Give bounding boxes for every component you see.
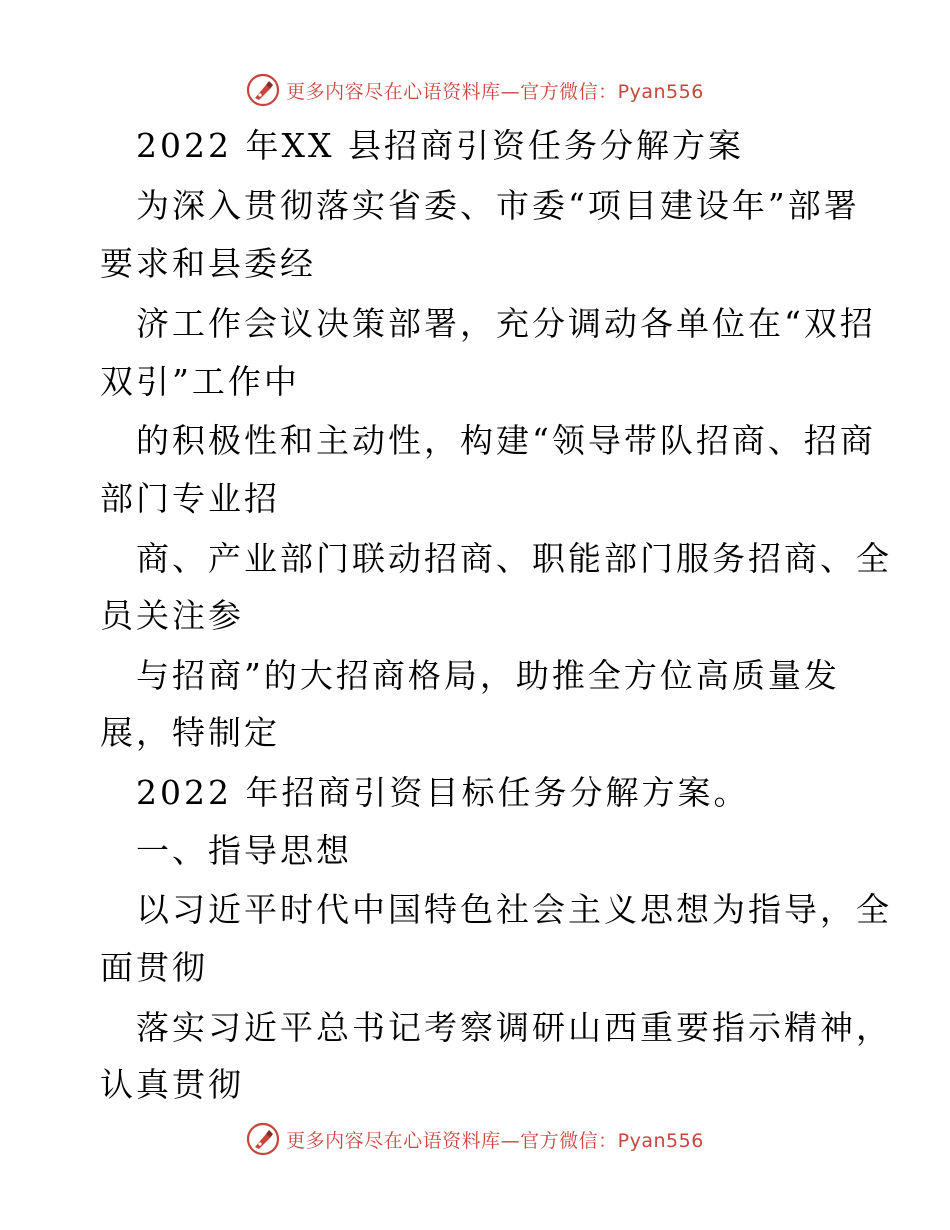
paragraph-line: 要求和县委经 xyxy=(100,244,316,283)
paragraph-line: 2022 年招商引资目标任务分解方案。 xyxy=(136,773,750,812)
paragraph-line: 员关注参 xyxy=(100,596,244,635)
paragraph-line: 面贯彻 xyxy=(100,948,208,987)
paragraph-line: 双引”工作中 xyxy=(100,362,300,401)
paragraph-line: 商、产业部门联动招商、职能部门服务招商、全 xyxy=(136,539,892,578)
paragraph-line: 以习近平时代中国特色社会主义思想为指导，全 xyxy=(136,890,892,929)
paragraph-line: 与招商”的大招商格局，助推全方位高质量发 xyxy=(136,656,840,695)
paragraph-line: 为深入贯彻落实省委、市委“项目建设年”部署 xyxy=(136,186,860,225)
section-heading: 一、指导思想 xyxy=(136,831,352,870)
footer-watermark xyxy=(0,1117,950,1161)
watermark-text: 更多内容尽在心语资料库—官方微信：Pyan556 xyxy=(286,80,704,103)
paragraph-line: 落实习近平总书记考察调研山西重要指示精神， xyxy=(136,1008,892,1047)
watermark-text: 更多内容尽在心语资料库—官方微信：Pyan556 xyxy=(286,1129,704,1152)
document-title: 2022 年XX 县招商引资任务分解方案 xyxy=(136,126,744,165)
pen-nib-logo-icon xyxy=(246,1122,280,1156)
paragraph-line: 部门专业招 xyxy=(100,479,280,518)
paragraph-line: 的积极性和主动性，构建“领导带队招商、招商 xyxy=(136,421,876,460)
paragraph-line: 展，特制定 xyxy=(100,713,280,752)
paragraph-line: 认真贯彻 xyxy=(100,1065,244,1104)
paragraph-line: 济工作会议决策部署，充分调动各单位在“双招 xyxy=(136,304,876,343)
